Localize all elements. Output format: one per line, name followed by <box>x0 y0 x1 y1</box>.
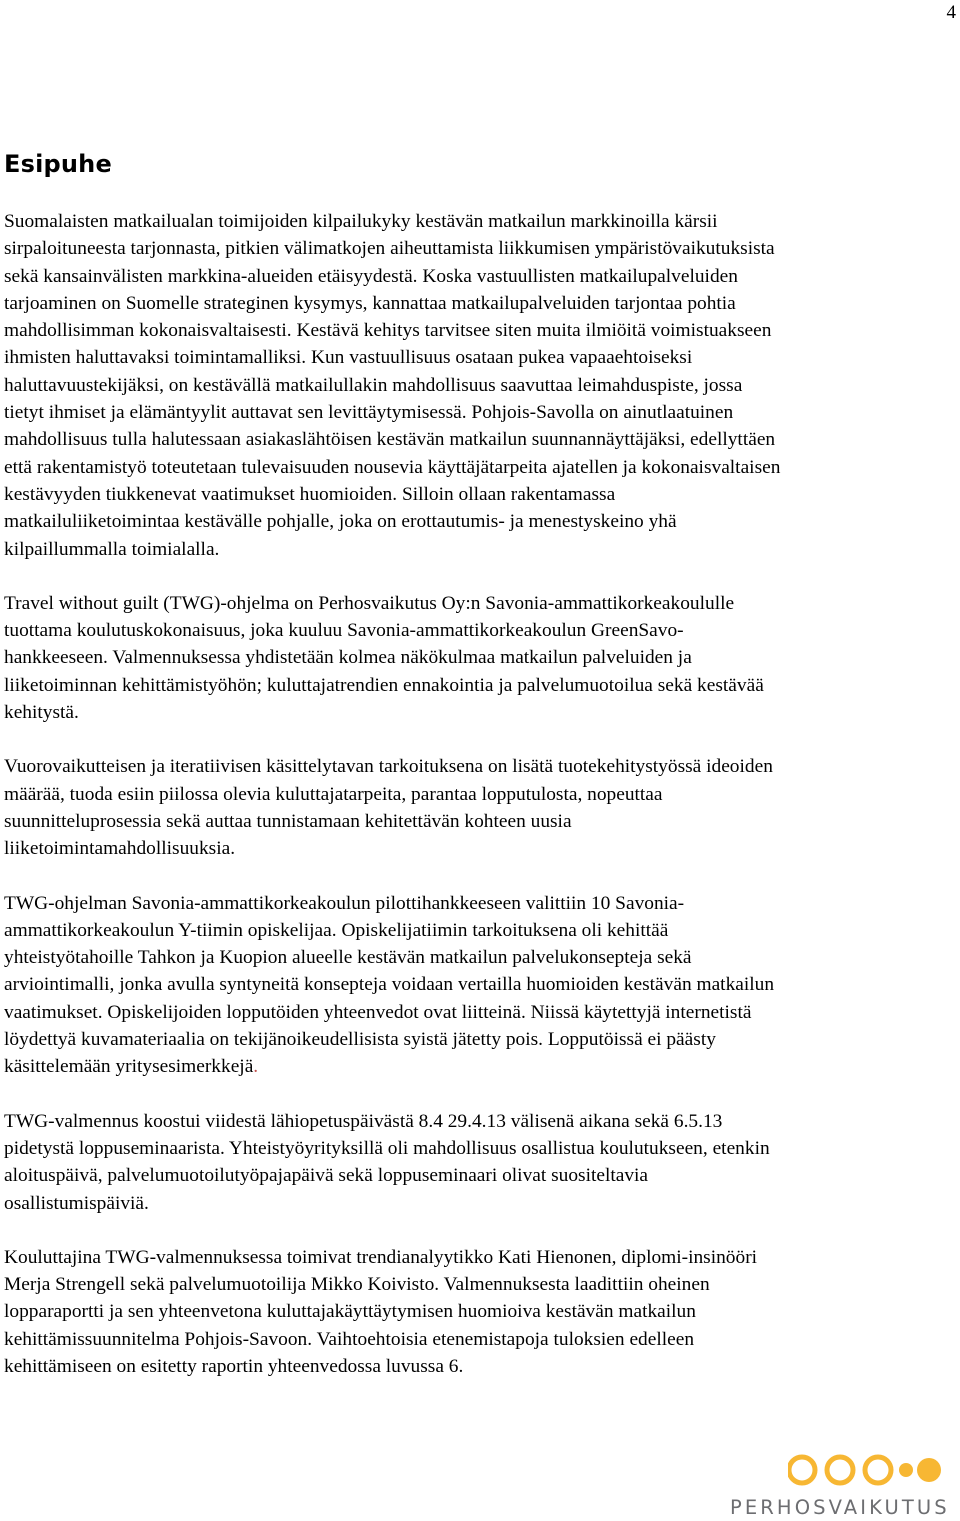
paragraph-intro <box>4 208 954 563</box>
text-line: tarjoaminen on Suomelle strateginen kysymys, kannattaa matkailupalveluiden tarjontaa pohtia <box>4 292 736 314</box>
text-line: TWG-ohjelman Savonia-ammattikorkeakoulun pilottihankkeeseen valittiin 10 Savonia- <box>4 892 685 914</box>
text-line: tuottama koulutuskokonaisuus, joka kuuluu Savonia-ammattikorkeakoulun GreenSavo- <box>4 620 684 642</box>
text-line: että rakentamistyö toteutetaan tulevaisuuden nousevia käyttäjätarpeita ajatellen ja kokonaisvaltaisen <box>4 456 781 478</box>
paragraph-pilot-project <box>4 890 954 1081</box>
text-line: ihmisten haluttavaksi toimintamalliksi. Kun vastuullisuus osataan pukea vapaaehtoiseksi <box>4 347 693 369</box>
text-line: kehittämissuunnitelma Pohjois-Savoon. Vaihtoehtoisia etenemistapoja tuloksien edelleen <box>4 1328 695 1350</box>
logo-wordmark: PERHOSVAIKUTUS <box>730 1496 950 1519</box>
text-line: aloituspäivä, palvelumuotoilutyöpajapäivä sekä loppuseminaari olivat suositeltavia <box>4 1165 649 1187</box>
text-line: löydettyä kuvamateriaalia on tekijänoikeudellisista syistä jätetty pois. Lopputöissä ei päästy <box>4 1029 716 1051</box>
text-line: Travel without guilt (TWG)-ohjelma on Perhosvaikutus Oy:n Savonia-ammattikorkeakoululle <box>4 592 735 614</box>
text-line: suunnitteluprosessia sekä auttaa tunnistamaan kehitettävän kohteen uusia <box>4 810 572 832</box>
text-line: yhteistyötahoille Tahkon ja Kuopion alueelle kestävän matkailun palvelukonsepteja sekä <box>4 947 692 969</box>
text-line: kehittämiseen on esitetty raportin yhteenvedossa luvussa 6. <box>4 1355 464 1377</box>
text-line: arviointimalli, jonka avulla syntyneitä konsepteja voidaan vertailla huomioiden kestävän matkailun <box>4 974 775 996</box>
paragraph-schedule <box>4 1108 954 1217</box>
text-line: vaatimukset. Opiskelijoiden lopputöiden yhteenvedot ovat liitteinä. Niissä käytettyjä internetistä <box>4 1001 752 1023</box>
perhosvaikutus-logo <box>728 1450 948 1520</box>
text-line: matkailuliiketoimintaa kestävälle pohjalle, joka on erottautumis- ja menestyskeino yhä <box>4 511 677 533</box>
page-number: 4 <box>946 2 956 23</box>
paragraph-trainers <box>4 1244 954 1380</box>
text-line: kestävyyden tiukkenevat vaatimukset huomioiden. Silloin ollaan rakentamassa <box>4 483 616 505</box>
text-line: osallistumispäiviä. <box>4 1192 149 1214</box>
highlighted-period: . <box>253 1056 259 1078</box>
text-line: TWG-valmennus koostui viidestä lähiopetuspäivästä 8.4 29.4.13 välisenä aikana sekä 6.5.13 <box>4 1110 723 1132</box>
text-line: liiketoimintamahdollisuuksia. <box>4 838 236 860</box>
text-line: kehitystä. <box>4 702 79 724</box>
text-line: sekä kansainvälisten markkina-alueiden etäisyydestä. Koska vastuullisten matkailupalveluiden <box>4 265 738 287</box>
text-line: Merja Strengell sekä palvelumuotoilija Mikko Koivisto. Valmennuksesta laadittiin oheinen <box>4 1274 710 1296</box>
text-line: ammattikorkeakoulun Y-tiimin opiskelijaa. Opiskelijatiimin tarkoituksena oli kehittää <box>4 919 669 941</box>
paragraph-twg-program <box>4 590 954 726</box>
text-line: hankkeeseen. Valmennuksessa yhdistetään kolmea näkökulmaa matkailun palveluiden ja <box>4 647 692 669</box>
logo-emblem-icon <box>788 1450 948 1490</box>
text-line-content: käsittelemään yritysesimerkkejä <box>4 1056 254 1078</box>
text-line: Suomalaisten matkailualan toimijoiden kilpailukyky kestävän matkailun markkinoilla kärsii <box>4 211 718 232</box>
text-line: Kouluttajina TWG-valmennuksessa toimivat trendianalyytikko Kati Hienonen, diplomi-insinööri <box>4 1246 758 1268</box>
text-line: liiketoiminnan kehittämistyöhön; kuluttajatrendien ennakointia ja palvelumuotoilua sekä kestävää <box>4 674 764 696</box>
text-line: sirpaloituneesta tarjonnasta, pitkien välimatkojen aiheuttamista liikkumisen ympäristövaikutuksista <box>4 238 775 260</box>
text-line-last <box>4 1053 954 1080</box>
text-line: kilpaillummalla toimialalla. <box>4 538 220 560</box>
text-line: määrää, tuoda esiin piilossa olevia kuluttajatarpeita, parantaa lopputulosta, nopeuttaa <box>4 783 663 805</box>
text-line: tietyt ihmiset ja elämäntyylit auttavat sen levittäytymisessä. Pohjois-Savolla on ainutlaatuinen <box>4 402 734 424</box>
text-line: pidetystä loppuseminaarista. Yhteistyöyrityksillä oli mahdollisuus osallistua koulutukseen, etenkin <box>4 1137 770 1159</box>
text-line: mahdollisimman kokonaisvaltaisesti. Kestävä kehitys tarvitsee siten muita ilmiöitä voimistuakseen <box>4 320 772 342</box>
text-line: haluttavuustekijäksi, on kestävällä matkailullakin mahdollisuus saavuttaa leimahduspiste, jossa <box>4 374 743 396</box>
paragraph-iterative-approach <box>4 753 954 862</box>
page-title: Esipuhe <box>4 150 112 178</box>
text-line: lopparaportti ja sen yhteenvetona kuluttajakäyttäytymisen huomioiva kestävän matkailun <box>4 1301 696 1323</box>
body-text <box>4 208 954 1407</box>
text-line: mahdollisuus tulla halutessaan asiakaslähtöisen kestävän matkailun suunnannäyttäjäksi, edellyttäen <box>4 429 776 451</box>
text-line: Vuorovaikutteisen ja iteratiivisen käsittelytavan tarkoituksena on lisätä tuotekehitystyössä ideoiden <box>4 756 773 778</box>
